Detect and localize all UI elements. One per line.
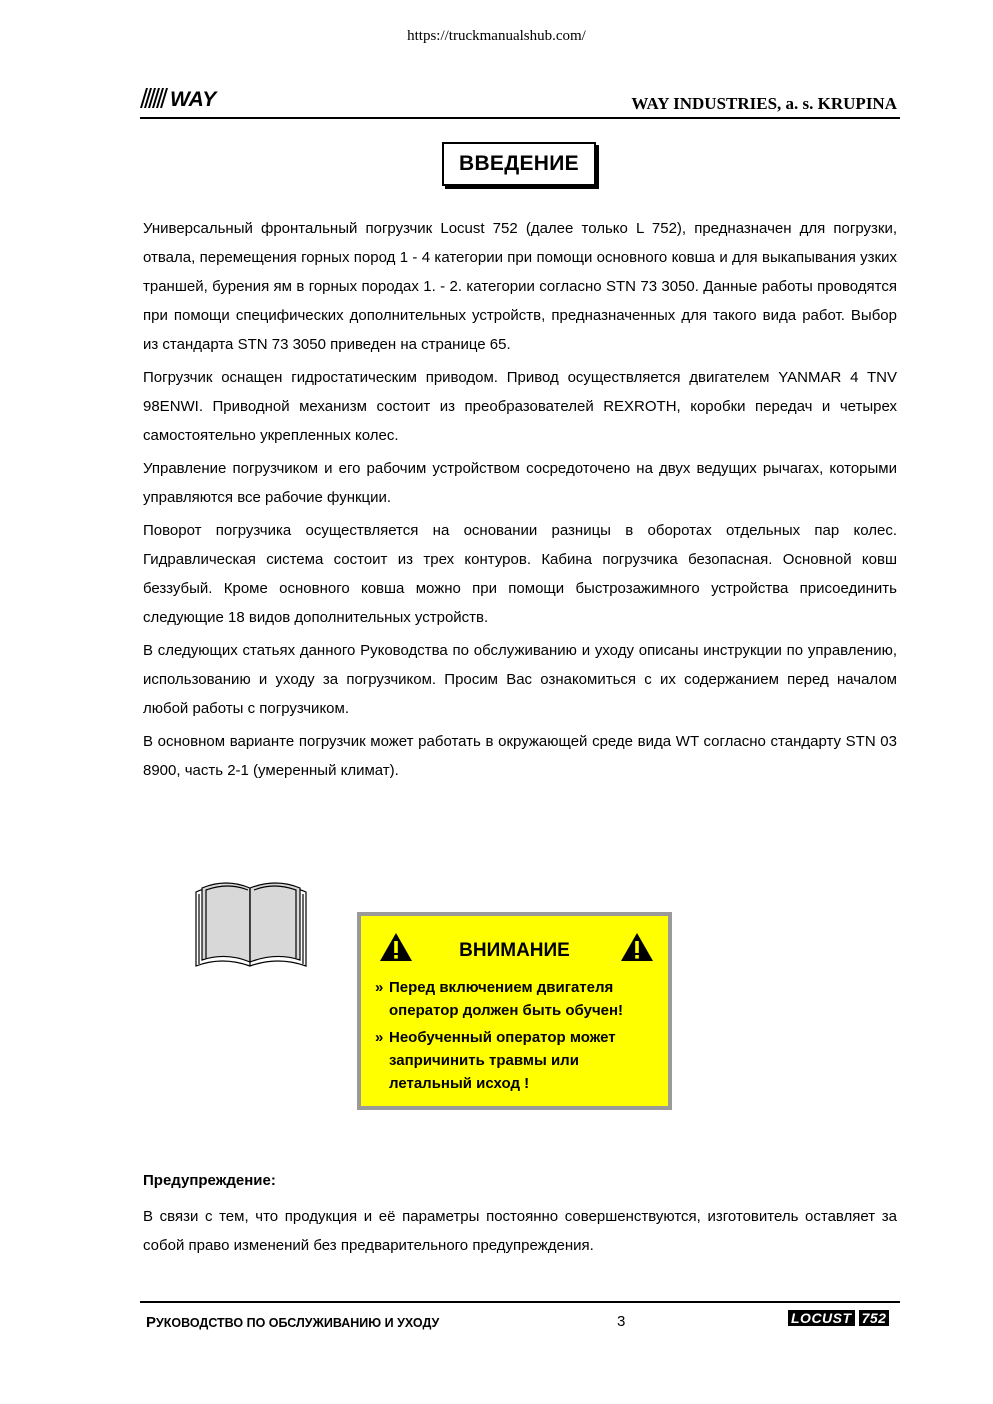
page-title: ВВЕДЕНИЕ (442, 142, 596, 186)
paragraph: Поворот погрузчика осуществляется на основании разницы в оборотах отдельных пар колес. Гидравлическая система состоит из трех контуров. Кабина погрузчика безопасная. Основной ковш беззубый. Кроме основного ковша можно при помощи быстрозажимного устройства присоединить следующие 18 видов дополнительных устройств. (143, 522, 897, 626)
intro-text (143, 214, 897, 789)
company-name: WAY INDUSTRIES, a. s. KRUPINA (631, 94, 897, 113)
warning-title: ВНИМАНИЕ (459, 940, 570, 961)
logo-brand: LOCUST (788, 1310, 855, 1326)
manual-title (146, 1314, 439, 1331)
open-book-icon (192, 878, 310, 970)
header-divider (140, 117, 900, 119)
bullet: » (375, 1029, 384, 1046)
manual-title-rest: УКОВОДСТВО ПО ОБСЛУЖИВАНИЮ И УХОДУ (156, 1316, 440, 1330)
warning-item (375, 1026, 660, 1095)
paragraph: Управление погрузчиком и его рабочим устройством сосредоточено на двух ведущих рычагах, которыми управляются все рабочие функции. (143, 460, 897, 506)
note-heading: Предупреждение: (143, 1172, 276, 1189)
warning-item (375, 976, 660, 1022)
warning-item-text: Перед включением двигателя оператор должен быть обучен! (389, 979, 624, 1019)
page-number: 3 (617, 1313, 626, 1330)
warning-triangle-icon (620, 932, 654, 962)
note-text: В связи с тем, что продукция и её параметры постоянно совершенствуются, изготовитель оставляет за собой право изменений без предварительного предупреждения. (143, 1208, 897, 1254)
paragraph: В основном варианте погрузчик может работать в окружающей среде вида WT согласно стандарту STN 03 8900, часть 2-1 (умеренный климат). (143, 733, 897, 779)
logo-text: WAY (170, 88, 217, 108)
logo-model: 752 (859, 1310, 890, 1326)
footer-divider (140, 1301, 900, 1303)
warning-item-text: Необученный оператор может запричинить травмы или летальный исход ! (389, 1029, 616, 1092)
way-logo (140, 88, 224, 108)
warning-list (375, 976, 660, 1099)
paragraph: Универсальный фронтальный погрузчик Locust 752 (далее только L 752), предназначен для погрузки, отвала, перемещения горных пород 1 - 4 категории при помощи основного ковша и для выкапывания узких траншей, бурения ям в горных породах 1. - 2. категории согласно STN 73 3050. Данные работы проводятся при помощи специфических дополнительных устройств, предназначенных для такого вида работ. Выбор из стандарта STN 73 3050 приведен на странице 65. (143, 220, 897, 353)
paragraph: Погрузчик оснащен гидростатическим приводом. Привод осуществляется двигателем YANMAR 4 TNV 98ENWI. Приводной механизм состоит из преобразователей REXROTH, коробки передач и четырех самостоятельно укрепленных колес. (143, 369, 897, 444)
source-url: https://truckmanualshub.com/ (407, 28, 586, 44)
locust-logo (788, 1310, 889, 1326)
warning-box (357, 912, 672, 1110)
paragraph: В следующих статьях данного Руководства по обслуживанию и уходу описаны инструкции по управлению, использованию и уходу за погрузчиком. Просим Вас ознакомиться с их содержанием перед началом любой работы с погрузчиком. (143, 642, 897, 717)
manual-title-initial: Р (146, 1314, 157, 1331)
bullet: » (375, 979, 384, 996)
